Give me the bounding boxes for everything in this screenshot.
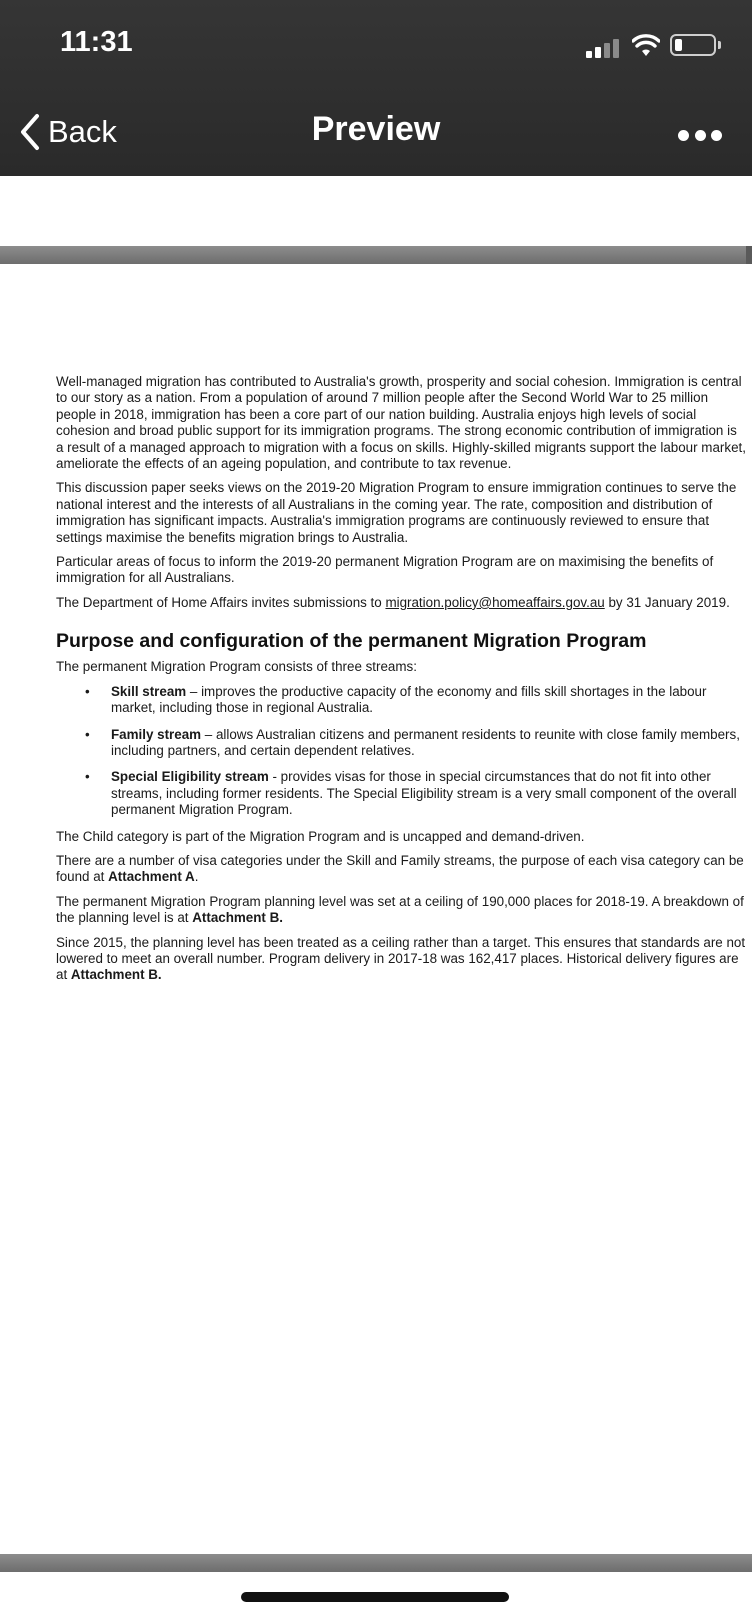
wifi-icon (632, 34, 660, 58)
home-indicator[interactable] (241, 1592, 509, 1602)
intro-paragraph: Well-managed migration has contributed to Australia's growth, prosperity and social cohesion. Immigration is central to our story as a nation. From a population of around 7 million people after the Second World War to 25 million people in 2018, immigration has been a core part of our nation building. Australia enjoys high levels of social cohesion and broad public support for its immigration programs. The strong economic contribution of immigration is a result of a managed approach to migration with a focus on skills. Highly-skilled migrants support the labour market, ameliorate the effects of an ageing population, and contribute to tax revenue. (56, 374, 746, 472)
intro-paragraph: This discussion paper seeks views on the 2019-20 Migration Program to ensure immigration continues to serve the national interest and the interests of all Australians in the coming year. The rate, composition and distribution of immigration has significant impacts. Australia's immigration programs are continuously reviewed to ensure that settings maximise the benefits migration brings to Australia. (56, 480, 737, 545)
since-2015-paragraph: Since 2015, the planning level has been treated as a ceiling rather than a target. This ensures that standards are not lowered to meet an overall number. Program delivery in 2017-18 was 162,417 places. Historical delivery figures are at Attachment B. (56, 934, 746, 983)
bullet-icon: • (85, 726, 90, 742)
child-category-paragraph: The Child category is part of the Migration Program and is uncapped and demand-driven. (56, 828, 585, 844)
stream-text: - provides visas for those in special circumstances that do not fit into other streams, including former residents. The Special Eligibility stream is a very small component of the overall permanent Migration Program. (111, 769, 737, 818)
section-heading: Purpose and configuration of the permanent Migration Program (56, 630, 647, 653)
back-label: Back (48, 114, 117, 149)
intro-paragraph: Particular areas of focus to inform the 2019-20 permanent Migration Program are on maximising the benefits of immigration for all Australians. (56, 554, 714, 586)
status-time: 11:31 (60, 26, 133, 58)
more-dot (711, 130, 722, 141)
page-separator-bottom (0, 1554, 752, 1572)
signal-icon (586, 38, 622, 58)
more-dot (695, 130, 706, 141)
stream-text: – allows Australian citizens and permanent residents to reunite with close family members, including partners, and certain dependent relatives. (111, 726, 740, 758)
page-separator-top (0, 246, 752, 264)
stream-name: Special Eligibility stream (111, 769, 269, 785)
battery-cap (718, 41, 721, 49)
streams-list (56, 684, 746, 819)
battery-icon (670, 34, 716, 56)
visa-categories-paragraph: There are a number of visa categories under the Skill and Family streams, the purpose of each visa category can be found at Attachment A. (56, 852, 744, 885)
top-bar (0, 0, 752, 176)
document-page (56, 374, 746, 992)
email-link[interactable]: migration.policy@homeaffairs.gov.au (385, 594, 605, 610)
stream-text: – improves the productive capacity of the economy and fills skill shortages in the labour market, including those in regional Australia. (111, 683, 707, 716)
list-item (56, 769, 746, 818)
nav-title: Preview (311, 110, 441, 148)
stream-name: Skill stream (111, 683, 187, 699)
list-item (56, 684, 746, 717)
bullet-icon: • (85, 683, 90, 699)
bullet-icon: • (85, 769, 90, 785)
submission-paragraph: The Department of Home Affairs invites submissions to migration.policy@homeaffairs.gov.au by 31 January 2019. (56, 594, 730, 610)
more-button[interactable] (678, 127, 722, 143)
stream-name: Family stream (111, 726, 202, 742)
streams-intro: The permanent Migration Program consists of three streams: (56, 659, 417, 675)
more-dot (678, 130, 689, 141)
planning-level-paragraph: The permanent Migration Program planning level was set at a ceiling of 190,000 places for 2018-19. A breakdown of the planning level is at Attachment B. (56, 893, 744, 926)
list-item (56, 727, 746, 760)
